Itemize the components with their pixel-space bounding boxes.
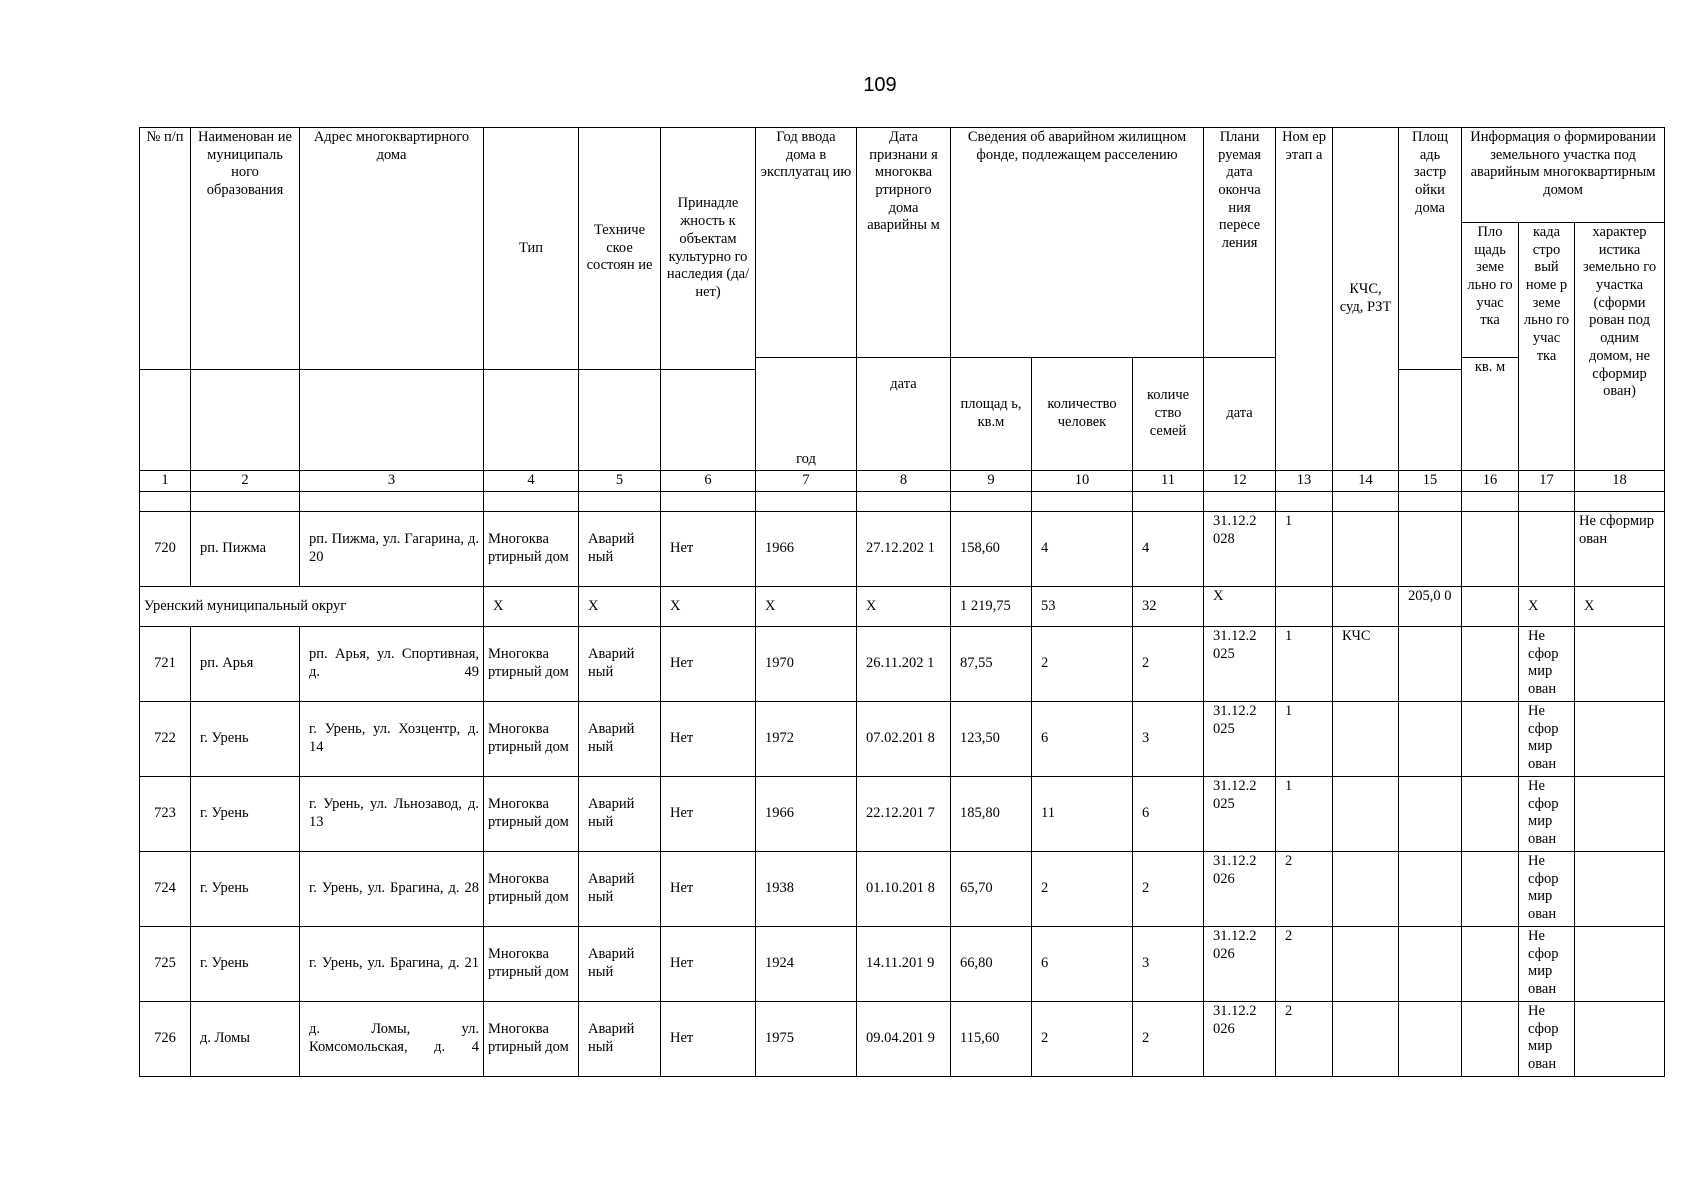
header-empty-cell	[484, 370, 579, 471]
header-end-date-sub: дата	[1204, 358, 1276, 471]
row-people: 2	[1032, 627, 1133, 702]
row-build-area	[1399, 777, 1462, 852]
table-row	[140, 777, 1665, 852]
row-families: 2	[1133, 1002, 1204, 1077]
column-number-row	[140, 471, 1665, 492]
header-empty-cell	[661, 370, 756, 471]
row-heritage: Нет	[661, 512, 756, 587]
row-type: Многоква ртирный дом	[484, 627, 579, 702]
table-row	[140, 512, 1665, 587]
row-end-date: 31.12.2 026	[1204, 927, 1276, 1002]
column-number: 4	[484, 471, 579, 492]
row-land-status	[1575, 1002, 1665, 1077]
total-end-date: Х	[1204, 587, 1276, 627]
row-people: 6	[1032, 702, 1133, 777]
table-row	[140, 852, 1665, 927]
row-land-status	[1575, 927, 1665, 1002]
header-kchs: КЧС, суд, РЗТ	[1333, 128, 1399, 471]
row-type: Многоква ртирный дом	[484, 512, 579, 587]
row-no: 722	[140, 702, 191, 777]
row-heritage: Нет	[661, 1002, 756, 1077]
row-year: 1966	[756, 777, 857, 852]
table-row	[140, 627, 1665, 702]
row-people: 2	[1032, 852, 1133, 927]
total-build-area: 205,0 0	[1399, 587, 1462, 627]
row-land-status	[1575, 852, 1665, 927]
row-families: 2	[1133, 627, 1204, 702]
row-municipality: г. Урень	[191, 852, 300, 927]
header-empty-cell	[140, 370, 191, 471]
row-land-area	[1462, 852, 1519, 927]
row-state: Аварий ный	[579, 1002, 661, 1077]
header-build-area-unit: кв. м	[1462, 358, 1519, 471]
row-no: 721	[140, 627, 191, 702]
row-type: Многоква ртирный дом	[484, 927, 579, 1002]
row-cadastral: Не сфор мир ован	[1519, 777, 1575, 852]
row-recognition-date: 14.11.201 9	[857, 927, 951, 1002]
row-kchs	[1333, 1002, 1399, 1077]
column-number: 1	[140, 471, 191, 492]
emergency-housing-table	[139, 127, 1665, 1077]
row-kchs	[1333, 852, 1399, 927]
header-stage: Ном ер этап а	[1276, 128, 1333, 471]
total-area: 1 219,75	[951, 587, 1032, 627]
row-municipality: рп. Пижма	[191, 512, 300, 587]
header-year: Год ввода дома в эксплуатац ию	[756, 128, 857, 358]
row-build-area	[1399, 512, 1462, 587]
row-address: г. Урень, ул. Брагина, д. 28	[300, 852, 484, 927]
row-no: 720	[140, 512, 191, 587]
row-families: 6	[1133, 777, 1204, 852]
row-families: 2	[1133, 852, 1204, 927]
row-area: 185,80	[951, 777, 1032, 852]
row-people: 2	[1032, 1002, 1133, 1077]
row-address: рп. Арья, ул. Спортивная, д. 49	[300, 627, 484, 702]
row-kchs: КЧС	[1333, 627, 1399, 702]
row-families: 3	[1133, 702, 1204, 777]
row-land-area	[1462, 927, 1519, 1002]
header-families: количе ство семей	[1133, 358, 1204, 471]
column-number: 16	[1462, 471, 1519, 492]
row-recognition-date: 22.12.201 7	[857, 777, 951, 852]
total-label: Уренский муниципальный округ	[140, 587, 484, 627]
column-number: 9	[951, 471, 1032, 492]
row-stage: 2	[1276, 852, 1333, 927]
row-end-date: 31.12.2 025	[1204, 627, 1276, 702]
row-state: Аварий ный	[579, 512, 661, 587]
row-land-area	[1462, 512, 1519, 587]
row-end-date: 31.12.2 028	[1204, 512, 1276, 587]
row-area: 66,80	[951, 927, 1032, 1002]
column-number: 11	[1133, 471, 1204, 492]
total-type: Х	[484, 587, 579, 627]
row-state: Аварий ный	[579, 627, 661, 702]
total-state: Х	[579, 587, 661, 627]
row-area: 87,55	[951, 627, 1032, 702]
row-end-date: 31.12.2 025	[1204, 702, 1276, 777]
column-number: 10	[1032, 471, 1133, 492]
column-number: 12	[1204, 471, 1276, 492]
row-area: 123,50	[951, 702, 1032, 777]
row-build-area	[1399, 927, 1462, 1002]
header-no: № п/п	[140, 128, 191, 370]
column-number: 13	[1276, 471, 1333, 492]
row-heritage: Нет	[661, 927, 756, 1002]
row-no: 723	[140, 777, 191, 852]
table-row	[140, 1002, 1665, 1077]
row-state: Аварий ный	[579, 777, 661, 852]
column-number: 2	[191, 471, 300, 492]
row-kchs	[1333, 702, 1399, 777]
row-area: 115,60	[951, 1002, 1032, 1077]
spacer-row	[140, 492, 1665, 512]
row-year: 1924	[756, 927, 857, 1002]
total-kchs	[1333, 587, 1399, 627]
row-year: 1938	[756, 852, 857, 927]
row-land-status	[1575, 702, 1665, 777]
header-land-area: Пло щадь земе льно го учас тка	[1462, 223, 1519, 358]
row-year: 1975	[756, 1002, 857, 1077]
header-recognition-date: Дата признани я многоква ртирного дома аварийны м	[857, 128, 951, 358]
row-municipality: д. Ломы	[191, 1002, 300, 1077]
row-land-area	[1462, 1002, 1519, 1077]
row-recognition-date: 01.10.201 8	[857, 852, 951, 927]
row-cadastral: Не сфор мир ован	[1519, 627, 1575, 702]
header-year-sub: год	[756, 358, 857, 471]
row-kchs	[1333, 512, 1399, 587]
page-number: 109	[863, 74, 897, 96]
row-year: 1966	[756, 512, 857, 587]
table-row	[140, 702, 1665, 777]
data-rows	[140, 627, 1665, 1077]
total-heritage: Х	[661, 587, 756, 627]
column-number: 3	[300, 471, 484, 492]
row-land-area	[1462, 702, 1519, 777]
row-build-area	[1399, 852, 1462, 927]
row-families: 3	[1133, 927, 1204, 1002]
row-land-area	[1462, 627, 1519, 702]
row-state: Аварий ный	[579, 852, 661, 927]
row-state: Аварий ный	[579, 927, 661, 1002]
row-cadastral: Не сфор мир ован	[1519, 852, 1575, 927]
header-build-area: Площ адь застр ойки дома	[1399, 128, 1462, 370]
header-people: количество человек	[1032, 358, 1133, 471]
header-empty-cell	[579, 370, 661, 471]
row-people: 6	[1032, 927, 1133, 1002]
row-address: г. Урень, ул. Хозцентр, д. 14	[300, 702, 484, 777]
row-address: рп. Пижма, ул. Гагарина, д. 20	[300, 512, 484, 587]
row-recognition-date: 07.02.201 8	[857, 702, 951, 777]
total-land-status: Х	[1575, 587, 1665, 627]
row-end-date: 31.12.2 025	[1204, 777, 1276, 852]
header-empty-cell	[191, 370, 300, 471]
column-number: 18	[1575, 471, 1665, 492]
row-stage: 2	[1276, 927, 1333, 1002]
row-recognition-date: 26.11.202 1	[857, 627, 951, 702]
header-empty-cell	[300, 370, 484, 471]
row-municipality: рп. Арья	[191, 627, 300, 702]
row-address: г. Урень, ул. Льнозавод, д. 13	[300, 777, 484, 852]
header-land-status: характер истика земельно го участка (сформи рован под одним домом, не сформир ован)	[1575, 223, 1665, 471]
row-build-area	[1399, 1002, 1462, 1077]
row-recognition-date: 09.04.201 9	[857, 1002, 951, 1077]
row-stage: 1	[1276, 702, 1333, 777]
row-build-area	[1399, 627, 1462, 702]
row-kchs	[1333, 927, 1399, 1002]
column-number: 6	[661, 471, 756, 492]
row-no: 724	[140, 852, 191, 927]
header-land-info: Информация о формировании земельного участка под аварийным многоквартирным домом	[1462, 128, 1665, 223]
row-cadastral: Не сфор мир ован	[1519, 927, 1575, 1002]
row-municipality: г. Урень	[191, 927, 300, 1002]
row-type: Многоква ртирный дом	[484, 702, 579, 777]
total-year: Х	[756, 587, 857, 627]
row-build-area	[1399, 702, 1462, 777]
row-land-status	[1575, 627, 1665, 702]
header-end-date: Плани руемая дата оконча ния пересе ления	[1204, 128, 1276, 358]
total-cadastral: Х	[1519, 587, 1575, 627]
row-stage: 1	[1276, 777, 1333, 852]
row-stage: 2	[1276, 1002, 1333, 1077]
row-municipality: г. Урень	[191, 777, 300, 852]
row-type: Многоква ртирный дом	[484, 777, 579, 852]
row-area: 65,70	[951, 852, 1032, 927]
row-kchs	[1333, 777, 1399, 852]
header-tech-state: Техниче ское состоян ие	[579, 128, 661, 370]
total-date: Х	[857, 587, 951, 627]
row-no: 725	[140, 927, 191, 1002]
row-stage: 1	[1276, 627, 1333, 702]
row-recognition-date: 27.12.202 1	[857, 512, 951, 587]
column-number: 5	[579, 471, 661, 492]
row-year: 1970	[756, 627, 857, 702]
row-people: 11	[1032, 777, 1133, 852]
row-address: д. Ломы, ул. Комсомольская, д. 4	[300, 1002, 484, 1077]
row-stage: 1	[1276, 512, 1333, 587]
row-heritage: Нет	[661, 702, 756, 777]
header-municipality: Наименован ие муниципаль ного образования	[191, 128, 300, 370]
row-heritage: Нет	[661, 627, 756, 702]
row-end-date: 31.12.2 026	[1204, 1002, 1276, 1077]
column-number: 17	[1519, 471, 1575, 492]
row-municipality: г. Урень	[191, 702, 300, 777]
row-year: 1972	[756, 702, 857, 777]
total-row	[140, 587, 1665, 627]
header-cadastral: када стро вый номе р земе льно го учас тка	[1519, 223, 1575, 471]
row-heritage: Нет	[661, 777, 756, 852]
row-land-status: Не сформир ован	[1575, 512, 1665, 587]
row-no: 726	[140, 1002, 191, 1077]
total-stage	[1276, 587, 1333, 627]
column-number: 8	[857, 471, 951, 492]
row-address: г. Урень, ул. Брагина, д. 21	[300, 927, 484, 1002]
row-people: 4	[1032, 512, 1133, 587]
total-families: 32	[1133, 587, 1204, 627]
row-cadastral: Не сфор мир ован	[1519, 1002, 1575, 1077]
row-end-date: 31.12.2 026	[1204, 852, 1276, 927]
header-type: Тип	[484, 128, 579, 370]
row-land-area	[1462, 777, 1519, 852]
header-fund-info: Сведения об аварийном жилищном фонде, подлежащем расселению	[951, 128, 1204, 358]
row-heritage: Нет	[661, 852, 756, 927]
row-state: Аварий ный	[579, 702, 661, 777]
total-people: 53	[1032, 587, 1133, 627]
row-type: Многоква ртирный дом	[484, 1002, 579, 1077]
row-cadastral: Не сфор мир ован	[1519, 702, 1575, 777]
table-row	[140, 927, 1665, 1002]
column-number: 15	[1399, 471, 1462, 492]
total-land-area	[1462, 587, 1519, 627]
row-area: 158,60	[951, 512, 1032, 587]
row-families: 4	[1133, 512, 1204, 587]
header-address: Адрес многоквартирного дома	[300, 128, 484, 370]
row-land-status	[1575, 777, 1665, 852]
header-heritage: Принадле жность к объектам культурно го наследия (да/нет)	[661, 128, 756, 370]
header-date-sub: дата	[857, 358, 951, 471]
column-number: 14	[1333, 471, 1399, 492]
row-cadastral	[1519, 512, 1575, 587]
column-number: 7	[756, 471, 857, 492]
row-type: Многоква ртирный дом	[484, 852, 579, 927]
header-area: площад ь, кв.м	[951, 358, 1032, 471]
